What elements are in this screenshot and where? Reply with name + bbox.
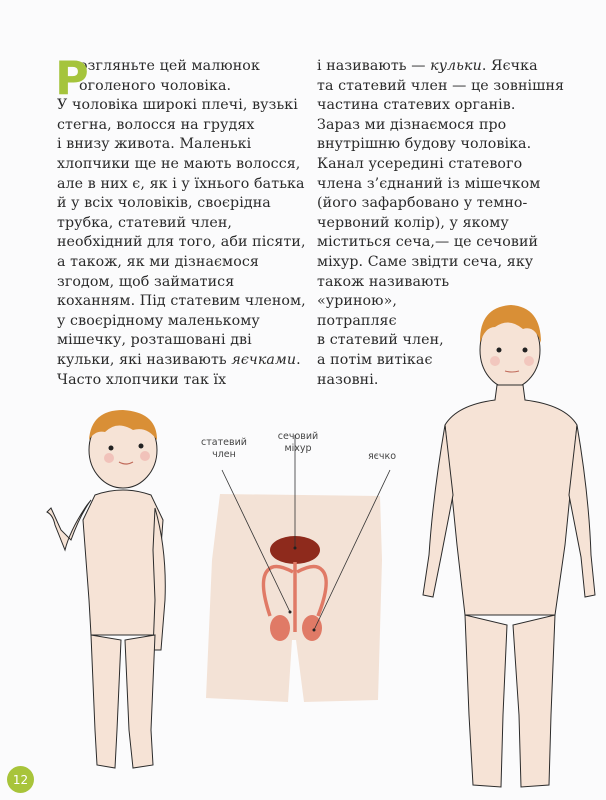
text-line: в статевий член, xyxy=(317,332,444,349)
testicle-left xyxy=(270,615,290,641)
text-line: і внизу живота. Маленькі xyxy=(57,136,252,153)
text-line: Зараз ми дізнаємося про xyxy=(317,116,507,133)
italic-term: кульки xyxy=(430,58,482,74)
text-line: згодом, щоб займатися xyxy=(57,273,235,290)
text-line: у своєрідному маленькому xyxy=(57,312,260,329)
text-line: Канал усередині статевого xyxy=(317,155,523,172)
text-line xyxy=(57,351,307,371)
text-line: й у всіх чоловіків, своєрідна xyxy=(57,195,271,212)
adult-illustration xyxy=(405,295,605,800)
text-line: також називають xyxy=(317,273,450,290)
label-line: статевий xyxy=(201,437,247,448)
text-line: міхур. Саме звідти сеча, яку xyxy=(317,253,534,270)
label-line: сечовий xyxy=(277,431,319,442)
label-line: міхур xyxy=(284,443,312,454)
page-number-badge: 12 xyxy=(7,766,34,793)
text-line: необхідний для того, аби пісяти, xyxy=(57,234,306,251)
text-line: червоний колір), у якому xyxy=(317,214,509,231)
label-penis xyxy=(194,437,254,461)
text-fragment: кульки, які називають xyxy=(57,351,232,368)
text-line: члена з’єднаний із мішечком xyxy=(317,175,541,192)
text-line: У чоловіка широкі плечі, вузькі xyxy=(57,97,298,114)
text-line: хлопчики ще не мають волосся, xyxy=(57,155,301,172)
child-illustration xyxy=(25,400,195,780)
text-line: потрапляє xyxy=(317,312,397,329)
italic-term: яєчками xyxy=(231,351,297,368)
text-fragment: . xyxy=(296,351,301,368)
text-line: назовні. xyxy=(317,371,379,388)
text-line: та статевий член — це зовнішня xyxy=(317,77,565,94)
text-fragment: . Яєчка xyxy=(481,58,538,74)
left-text-column xyxy=(55,51,307,390)
text-line: а потім витікає xyxy=(317,351,433,368)
text-line: трубка, статевий член, xyxy=(57,214,233,231)
label-bladder xyxy=(270,431,326,455)
text-line: (його зафарбовано у темно- xyxy=(317,195,528,212)
text-line: внутрішню будову чоловіка. xyxy=(317,136,532,153)
text-fragment: і називають — xyxy=(317,58,431,74)
text-line: а також, як ми дізнаємося xyxy=(57,253,259,270)
text-line: оголеного чоловіка. xyxy=(79,77,232,94)
text-line: озгляньте цей малюнок xyxy=(79,58,260,74)
text-line: коханням. Під статевим членом, xyxy=(57,293,306,310)
text-line: стегна, волосся на грудях xyxy=(57,116,255,133)
text-line: але в них є, як і у їхнього батька xyxy=(57,175,305,192)
label-testicle: яєчко xyxy=(367,451,397,462)
drop-cap-letter: Р xyxy=(55,51,89,105)
text-line: міститься сеча,— це сечовий xyxy=(317,234,539,251)
label-line: член xyxy=(212,449,236,460)
text-line: мішечку, розташовані дві xyxy=(57,332,252,349)
text-line: частина статевих органів. xyxy=(317,97,516,114)
anatomy-diagram xyxy=(200,480,400,710)
text-line: Часто хлопчики так їх xyxy=(57,371,227,388)
text-line: «уриною», xyxy=(317,293,398,310)
text-line xyxy=(317,57,597,77)
